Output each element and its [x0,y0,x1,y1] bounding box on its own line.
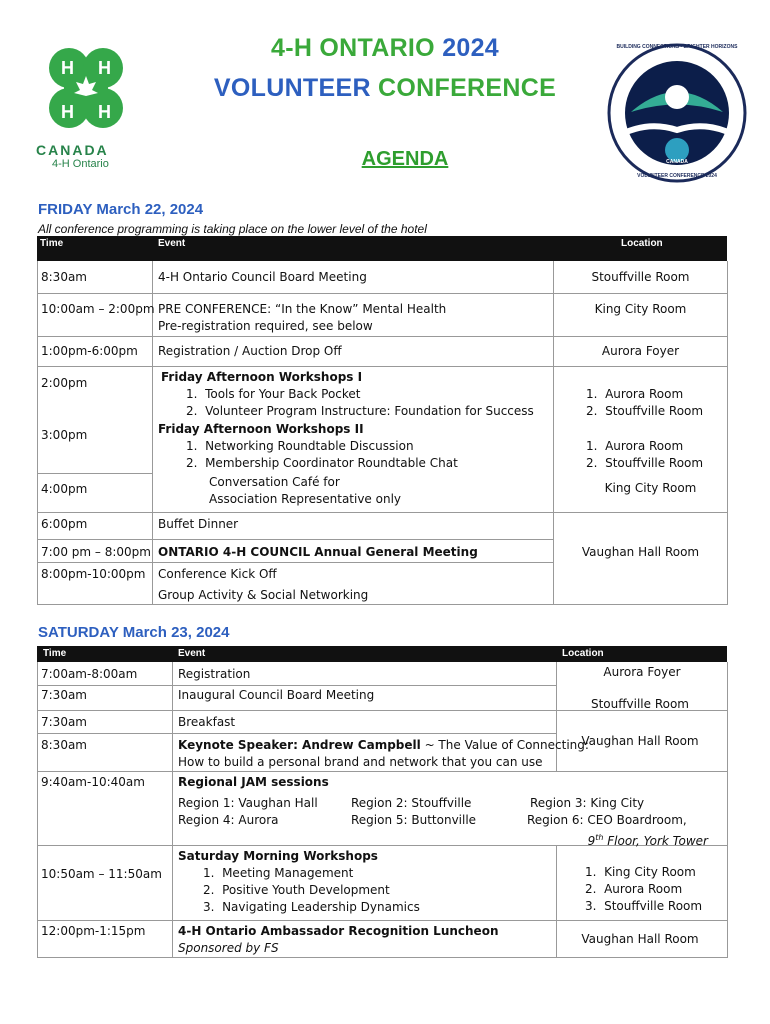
table-row: 12:00pm-1:15pm [41,924,146,938]
table-row: Inaugural Council Board Meeting [178,688,375,702]
table-row: Conversation Café for Association Representative only [209,475,402,506]
table-row: Friday Afternoon Workshops II 1. Networking Roundtable Discussion 2. Membership Coordinator Roundtable Chat [158,422,458,470]
saturday-col-time: Time [43,648,67,659]
title-4h-ontario: 4-H ONTARIO [270,34,443,62]
location-cell: Stouffville Room [591,270,690,284]
badge-bottom-text: VOLUNTEER CONFERENCE 2024 [637,173,717,179]
friday-col-time: Time [40,238,64,249]
title-line-2 [160,74,610,103]
location-cell: 1. Aurora Room 2. Stouffville Room [586,439,704,470]
logo-org-text: 4-H Ontario [52,158,109,170]
4h-canada-logo [30,38,140,168]
svg-text:H: H [98,58,111,78]
logo-canada-text: CANADA [36,142,109,158]
title-conference: CONFERENCE [378,74,557,102]
table-row: 3:00pm [41,428,88,442]
friday-col-event: Event [158,238,186,249]
table-row: Regional JAM sessions [178,775,329,789]
title-volunteer: VOLUNTEER [213,74,379,102]
table-row: 2:00pm [41,376,88,390]
table-row: 4-H Ontario Council Board Meeting [158,270,367,284]
saturday-heading: SATURDAY March 23, 2024 [38,624,230,641]
title-line-1 [160,34,610,63]
table-row: 7:30am [41,688,87,702]
table-row: 10:00am – 2:00pm [41,302,155,316]
location-cell: Stouffville Room [590,697,689,711]
location-cell: Aurora Foyer [603,665,681,679]
table-row: PRE CONFERENCE: “In the Know” Mental Health Pre-registration required, see below [158,302,447,333]
table-row: 8:00pm-10:00pm [41,567,146,581]
location-cell: 1. Aurora Room 2. Stouffville Room [586,387,704,418]
conference-badge [606,42,748,184]
saturday-table-header [37,646,727,662]
table-row: Conference Kick Off Group Activity & Social Networking [158,567,369,602]
location-cell: Aurora Foyer [601,344,680,358]
table-row: 4-H Ontario Ambassador Recognition Luncheon Sponsored by FS [178,924,499,955]
table-row: Keynote Speaker: Andrew Campbell ~ The Value of Connecting: How to build a personal brand and network that you can use [178,738,589,769]
table-row: Region 1: Vaughan Hall Region 4: Aurora [178,796,318,827]
friday-heading: FRIDAY March 22, 2024 [38,201,204,218]
svg-text:H: H [61,58,74,78]
location-cell: King City Room [604,481,697,495]
saturday-col-event: Event [178,648,206,659]
table-row: 4:00pm [41,482,88,496]
table-row: 7:00 pm – 8:00pm [41,545,151,559]
friday-table-header [37,236,727,261]
title-year: 2024 [442,34,500,62]
table-row: ONTARIO 4-H COUNCIL Annual General Meeting [158,545,478,559]
table-row: Breakfast [178,715,236,729]
friday-note: All conference programming is taking place on the lower level of the hotel [38,222,427,236]
svg-text:H: H [98,102,111,122]
table-row: 10:50am – 11:50am [41,867,162,881]
table-row: 9th Floor, York Tower [587,833,708,848]
table-row: Saturday Morning Workshops 1. Meeting Management 2. Positive Youth Development 3. Navigating Leadership Dynamics [178,849,420,914]
table-row: 7:00am-8:00am [41,667,138,681]
table-row: Region 2: Stouffville Region 5: Buttonville [351,796,477,827]
table-row: 8:30am [41,270,87,284]
table-row: 6:00pm [41,517,88,531]
badge-canada-text: CANADA [666,159,688,165]
table-row: Registration / Auction Drop Off [158,344,342,358]
agenda-heading: AGENDA [361,148,449,170]
svg-text:H: H [61,102,74,122]
table-row: Registration [178,667,251,681]
table-row: 9:40am-10:40am [41,775,145,789]
location-cell: King City Room [594,302,687,316]
table-row: Region 3: King City Region 6: CEO Boardroom, [527,796,687,827]
location-cell: Vaughan Hall Room [581,734,699,748]
table-row: 8:30am [41,738,87,752]
friday-col-location: Location [621,238,663,249]
clover-icon [36,38,136,138]
location-cell: Vaughan Hall Room [581,932,699,946]
table-row: Buffet Dinner [158,517,239,531]
table-row: 7:30am [41,715,87,729]
table-row: 1:00pm-6:00pm [41,344,138,358]
badge-top-text: BUILDING CONNECTIONS • BRIGHTER HORIZONS [616,44,738,50]
location-cell: Vaughan Hall Room [581,545,700,559]
saturday-col-location: Location [562,648,604,659]
location-cell: 1. King City Room 2. Aurora Room 3. Stouffville Room [585,865,703,913]
table-row: Friday Afternoon Workshops I 1. Tools for Your Back Pocket 2. Volunteer Program Instructure: Foundation for Success [161,370,534,418]
